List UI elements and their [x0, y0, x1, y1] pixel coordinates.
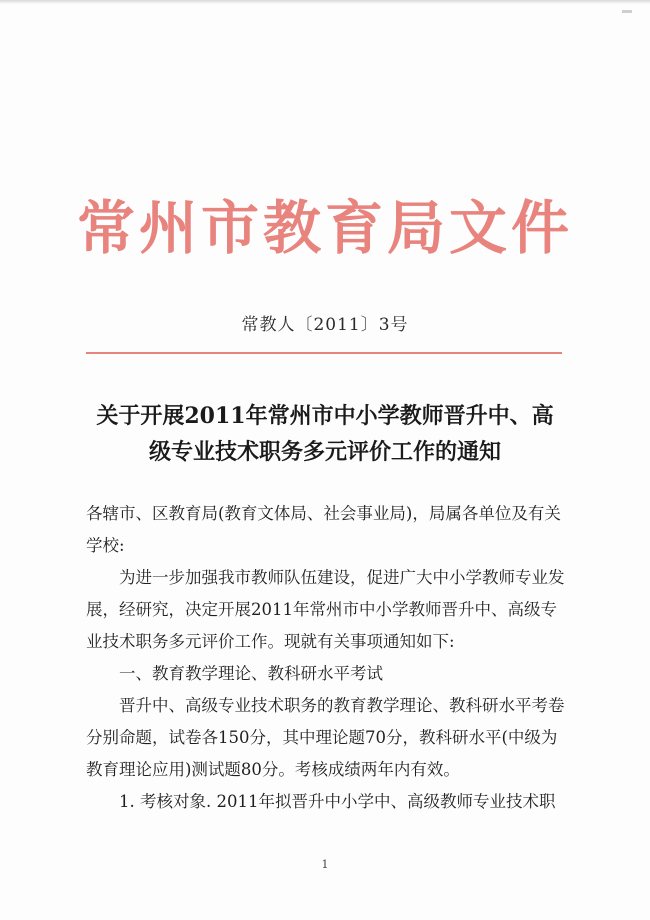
masthead-title: 常州市教育局文件 — [76, 194, 573, 262]
scan-edge-shadow — [0, 0, 650, 4]
body-paragraph-2: 晋升中、高级专业技术职务的教育教学理论、教科研水平考卷分别命题，试卷各150分，其中理论题70分，教科研水平(中级为教育理论应用)测试题80分。考核成绩两年内有效。 — [86, 696, 565, 779]
salutation: 各辖市、区教育局(教育文体局、社会事业局)，局属各单位及有关学校: — [86, 504, 561, 555]
document-number: 常教人〔2011〕3号 — [241, 315, 409, 335]
notice-title — [72, 398, 578, 470]
red-divider-line — [86, 352, 562, 354]
scan-speck — [622, 10, 632, 13]
notice-title-line-2: 级专业技术职务多元评价工作的通知 — [148, 439, 501, 465]
page-number: 1 — [321, 858, 329, 871]
body-paragraph-1: 为进一步加强我市教师队伍建设，促进广大中小学教师专业发展，经研究，决定开展2011年常州市中小学教师晋升中、高级专业技术职务多元评价工作。现就有关事项通知如下: — [86, 568, 565, 651]
body-paragraph-3: 1. 考核对象. 2011年拟晋升中小学中、高级教师专业技术职 — [119, 792, 556, 811]
notice-title-line-1: 关于开展2011年常州市中小学教师晋升中、高 — [96, 403, 554, 429]
notice-body — [86, 498, 568, 818]
section-heading-1: 一、教育教学理论、教科研水平考试 — [119, 664, 383, 683]
